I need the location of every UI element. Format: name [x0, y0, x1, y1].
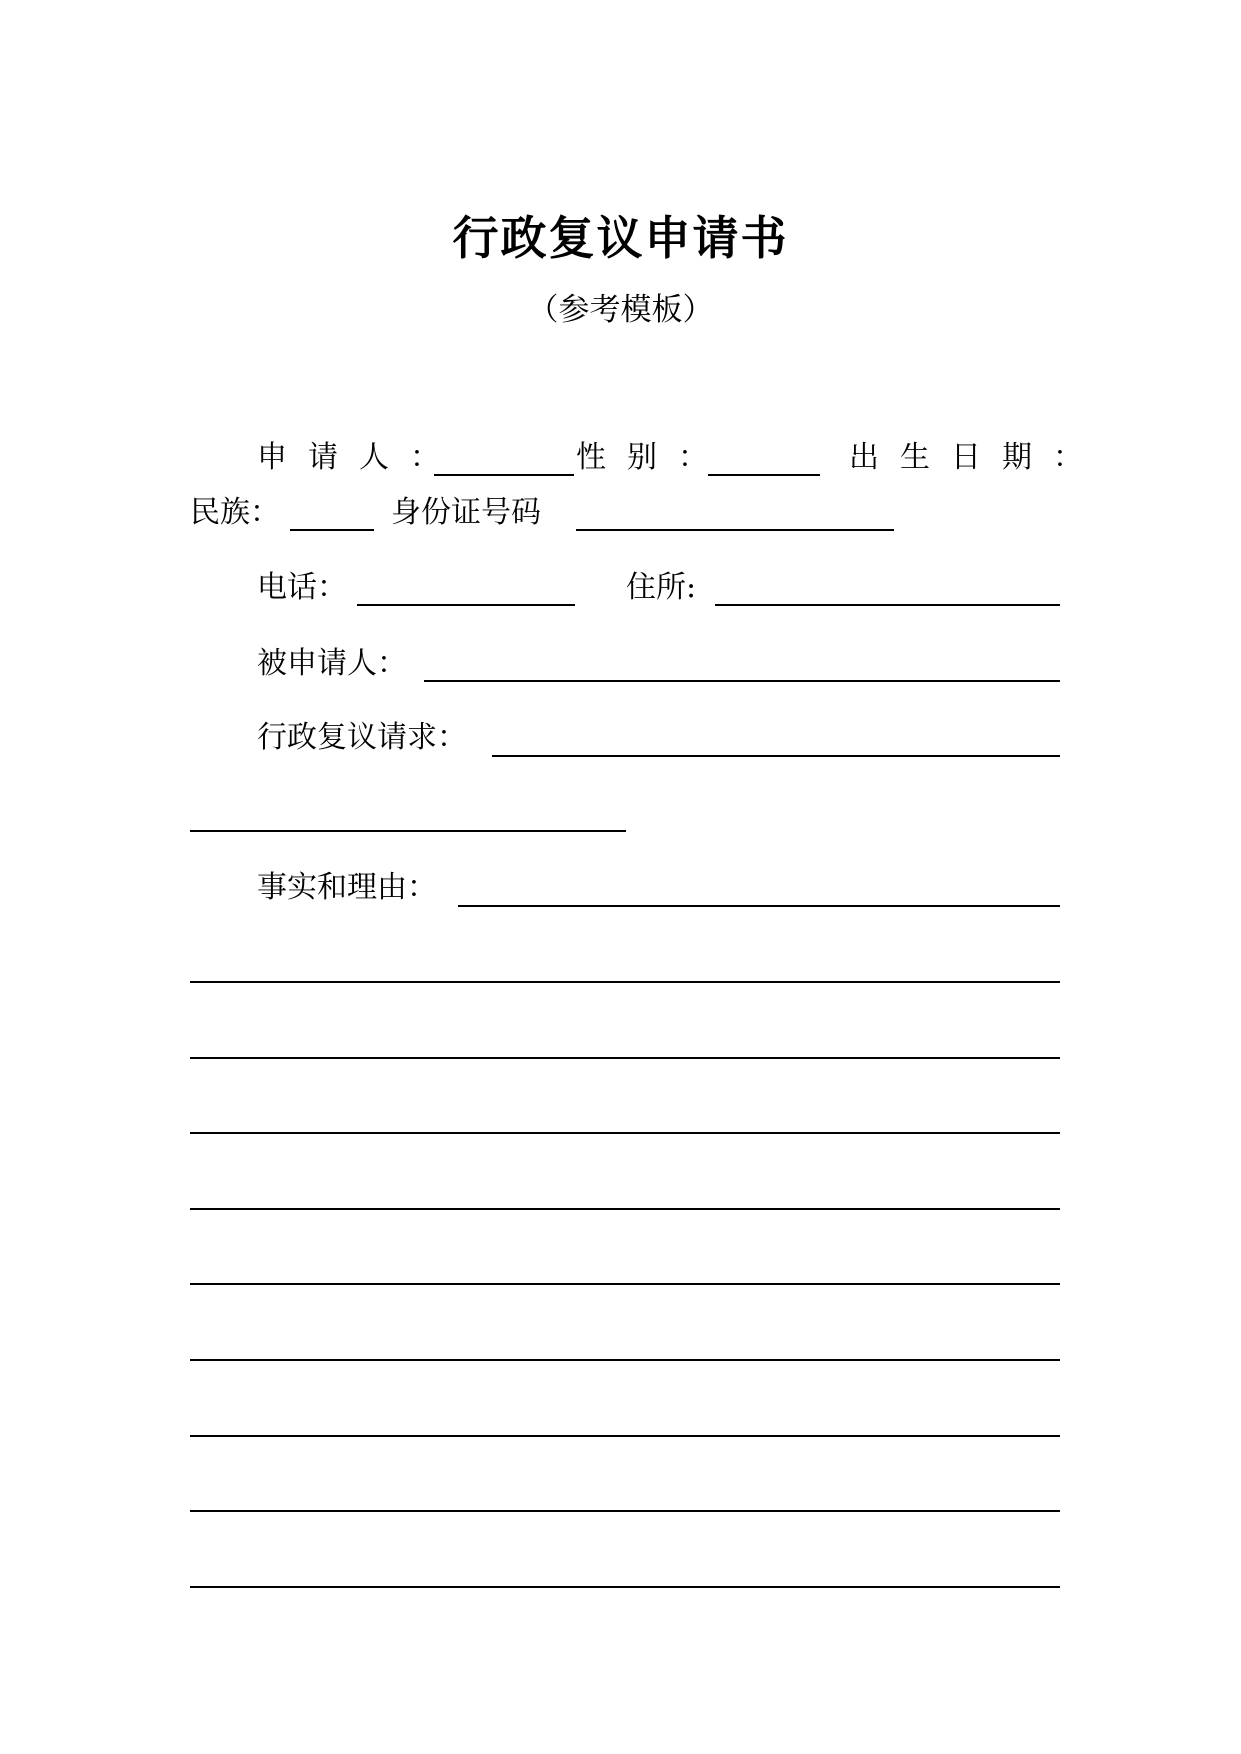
facts-reasons-label: 事实和理由：	[257, 870, 437, 905]
facts-reasons-field[interactable]	[458, 905, 1060, 907]
request-field-line-1[interactable]	[492, 755, 1060, 757]
phone-label: 电话：	[257, 570, 347, 605]
facts-line[interactable]	[190, 1359, 1060, 1361]
id-number-label: 身份证号码	[391, 495, 541, 530]
facts-line[interactable]	[190, 1283, 1060, 1285]
document-subtitle: （参考模板）	[527, 292, 714, 328]
facts-line[interactable]	[190, 1132, 1060, 1134]
birth-date-label: 出生日期：	[849, 440, 1104, 475]
gender-label: 性别：	[576, 440, 729, 475]
request-label: 行政复议请求：	[257, 720, 467, 755]
applicant-field[interactable]	[434, 474, 574, 476]
facts-line[interactable]	[190, 1510, 1060, 1512]
request-field-line-2[interactable]	[190, 830, 626, 832]
ethnicity-field[interactable]	[290, 529, 374, 531]
phone-field[interactable]	[357, 604, 575, 606]
respondent-label: 被申请人：	[257, 646, 407, 681]
address-label: 住所:	[626, 570, 697, 605]
id-number-field[interactable]	[576, 529, 894, 531]
facts-line[interactable]	[190, 1435, 1060, 1437]
ethnicity-label: 民族：	[190, 495, 280, 530]
facts-line[interactable]	[190, 1208, 1060, 1210]
facts-line[interactable]	[190, 1586, 1060, 1588]
facts-line[interactable]	[190, 1057, 1060, 1059]
document-title: 行政复议申请书	[452, 211, 789, 265]
applicant-label: 申请人：	[257, 440, 461, 475]
facts-line[interactable]	[190, 981, 1060, 983]
address-field[interactable]	[715, 604, 1060, 606]
gender-field[interactable]	[708, 474, 820, 476]
respondent-field[interactable]	[424, 680, 1060, 682]
